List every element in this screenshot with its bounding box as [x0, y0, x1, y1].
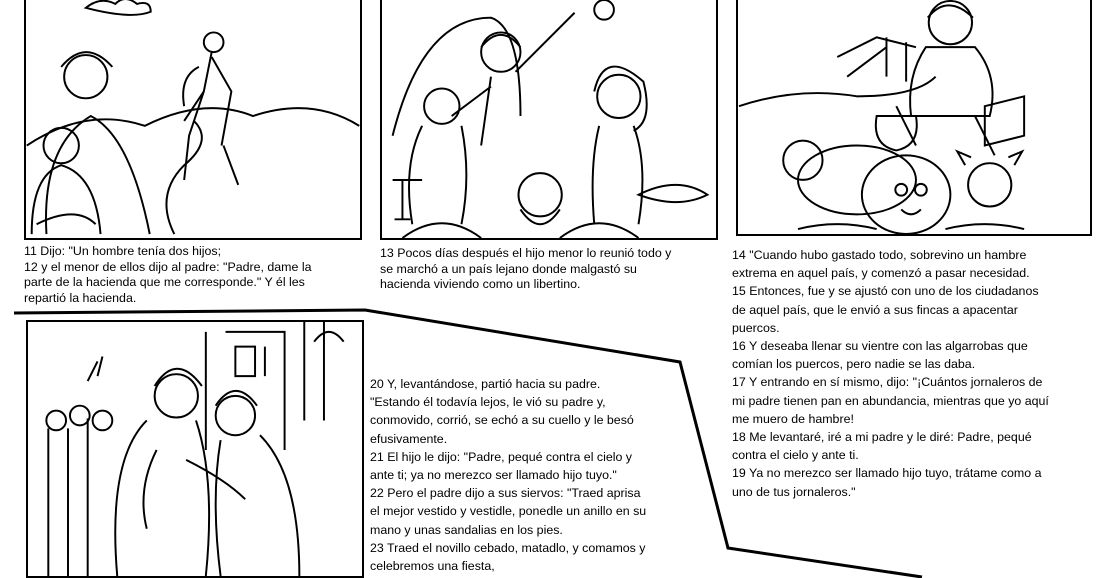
caption-line: 22 Pero el padre dijo a sus siervos: "Traed aprisa	[370, 486, 641, 501]
caption-line: 21 El hijo le dijo: "Padre, pequé contra el cielo y	[370, 449, 633, 464]
caption-line: comían los puercos, pero nadie se las daba.	[732, 357, 976, 372]
caption-line: hacienda viviendo como un libertino.	[380, 277, 581, 292]
caption-line: 16 Y deseaba llenar su vientre con las algarrobas que	[732, 339, 1028, 354]
caption-line: 15 Entonces, fue y se ajustó con uno de los ciudadanos	[732, 284, 1039, 299]
panel-4-illustration	[26, 320, 364, 578]
caption-line: conmovido, corrió, se echó a su cuello y le besó	[370, 413, 634, 428]
caption-line: 14 "Cuando hubo gastado todo, sobrevino un hambre	[732, 248, 1027, 262]
panel-1-illustration	[24, 0, 362, 240]
caption-line: me muero de hambre!	[732, 411, 854, 426]
father-embracing-son-drawing	[28, 322, 362, 576]
caption-line: mano y unas sandalias en los pies.	[370, 522, 563, 537]
panel-3-caption	[732, 246, 1094, 501]
caption-line: se marchó a un país lejano donde malgastó su	[380, 261, 637, 276]
father-and-son-departing-drawing	[26, 0, 360, 238]
caption-line: uno de tus jornaleros."	[732, 484, 856, 499]
caption-line: 19 Ya no merezco ser llamado hijo tuyo, trátame como a	[732, 466, 1042, 481]
caption-line: 17 Y entrando en sí mismo, dijo: "¡Cuántos jornaleros de	[732, 375, 1043, 390]
caption-line: efusivamente.	[370, 431, 448, 446]
caption-line: de aquel país, que le envió a sus fincas a apacentar	[732, 302, 1018, 317]
caption-line: "Estando él todavía lejos, le vió su padre y,	[370, 395, 606, 410]
panel-3-illustration	[736, 0, 1092, 236]
caption-line: 18 Me levantaré, iré a mi padre y le diré: Padre, pequé	[732, 430, 1032, 445]
caption-line: 23 Traed el novillo cebado, matadlo, y comamos y	[370, 540, 646, 555]
caption-line: ante ti; ya no merezco ser llamado hijo tuyo."	[370, 468, 617, 483]
caption-line: celebremos una fiesta,	[370, 559, 495, 574]
caption-line: parte de la hacienda que me corresponde." Y él les	[24, 275, 305, 290]
caption-line: repartió la hacienda.	[24, 290, 137, 305]
panel-1-caption	[24, 244, 364, 306]
panel-2-caption	[380, 246, 725, 293]
caption-line: 12 y el menor de ellos dijo al padre: "Padre, dame la	[24, 259, 312, 274]
panel-4-caption	[370, 375, 695, 575]
celebration-drawing	[382, 0, 716, 238]
caption-line: 11 Dijo: "Un hombre tenía dos hijos;	[24, 244, 222, 258]
caption-line: 20 Y, levantándose, partió hacia su padre.	[370, 377, 601, 391]
caption-line: extrema en aquel país, y comenzó a pasar necesidad.	[732, 266, 1030, 281]
caption-line: puercos.	[732, 320, 780, 335]
son-feeding-pigs-drawing	[738, 0, 1090, 234]
caption-line: mi padre tienen pan en abundancia, mientras que yo aquí	[732, 393, 1049, 408]
caption-line: contra el cielo y ante ti.	[732, 448, 859, 463]
panel-2-illustration	[380, 0, 718, 240]
caption-line: el mejor vestido y vestidle, ponedle un anillo en su	[370, 504, 647, 519]
caption-line: 13 Pocos días después el hijo menor lo reunió todo y	[380, 246, 672, 260]
